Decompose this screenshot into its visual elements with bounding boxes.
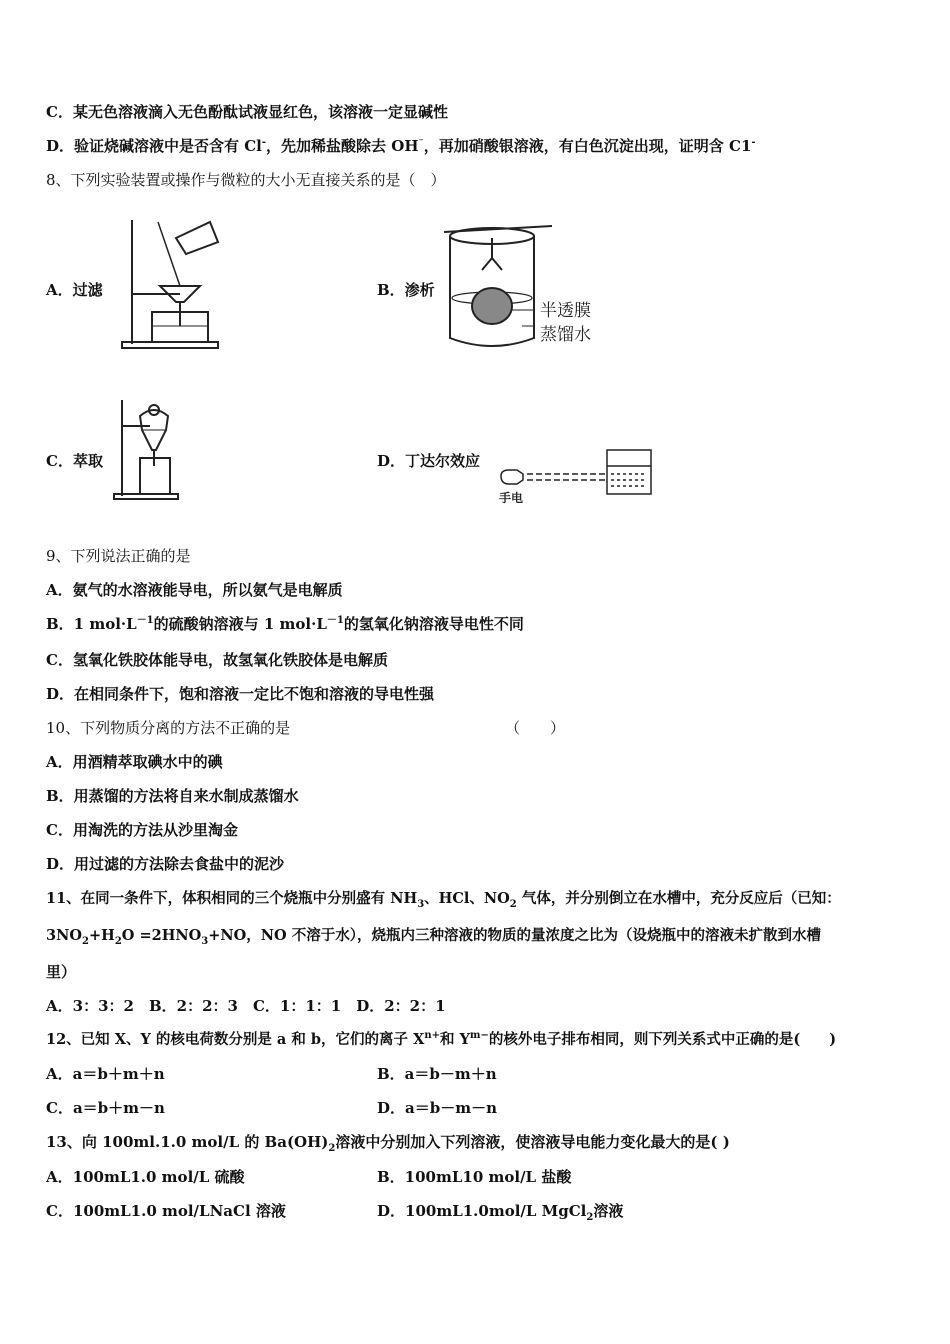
q7-option-d: D．验证烧碱溶液中是否含有 Cl-，先加稀盐酸除去 OH⁻，再加硝酸银溶液，有白色沉淀出现，证明含 C1- xyxy=(46,137,756,155)
q8-option-a: A．过滤 xyxy=(46,281,103,299)
tyndall-figure xyxy=(495,446,660,506)
q12-option-a: A．a＝b＋m＋n xyxy=(46,1065,165,1083)
q13-option-b: B．100mL10 mol/L 盐酸 xyxy=(377,1168,572,1186)
q10-stem: 10、下列物质分离的方法不正确的是 xyxy=(46,719,291,737)
q8-option-b: B．渗析 xyxy=(377,281,435,299)
q12-option-b: B．a＝b－m＋n xyxy=(377,1065,497,1083)
filtration-figure xyxy=(118,214,228,354)
q10-option-a: A．用酒精萃取碘水中的碘 xyxy=(46,753,223,771)
q10-option-b: B．用蒸馏的方法将自来水制成蒸馏水 xyxy=(46,787,299,805)
q10-option-d: D．用过滤的方法除去食盐中的泥沙 xyxy=(46,855,285,873)
q10-answer-blank: （ ） xyxy=(505,719,566,737)
q10-option-c: C．用淘洗的方法从沙里淘金 xyxy=(46,821,238,839)
q12-option-d: D．a＝b－m－n xyxy=(377,1099,497,1117)
q9-option-c: C．氢氧化铁胶体能导电，故氢氧化铁胶体是电解质 xyxy=(46,651,388,669)
extraction-figure xyxy=(110,396,190,506)
q8-option-d: D．丁达尔效应 xyxy=(377,452,481,470)
flashlight-label: 手电 xyxy=(499,491,524,505)
membrane-label: 半透膜 xyxy=(540,301,591,320)
q12-option-c: C．a＝b＋m－n xyxy=(46,1099,165,1117)
q13-option-a: A．100mL1.0 mol/L 硫酸 xyxy=(46,1168,245,1186)
q9-option-a: A．氨气的水溶液能导电，所以氨气是电解质 xyxy=(46,581,343,599)
q13-option-d: D．100mL1.0mol/L MgCl$_2$溶液 xyxy=(377,1202,624,1223)
distilled-water-label: 蒸馏水 xyxy=(540,325,591,344)
q9-option-d: D．在相同条件下，饱和溶液一定比不饱和溶液的导电性强 xyxy=(46,685,435,703)
q13-option-c: C．100mL1.0 mol/LNaCl 溶液 xyxy=(46,1202,286,1220)
q8-stem: 8、下列实验装置或操作与微粒的大小无直接关系的是（ ） xyxy=(46,171,446,189)
q13-stem: 13、向 100ml.1.0 mol/L 的 $Ba(OH)_2$溶液中分别加入下列溶液，使溶液导电能力变化最大的是( ) xyxy=(46,1133,730,1154)
q12-stem: 12、已知 X、Y 的核电荷数分别是 a 和 b，它们的离子 $X^{n+}$和 $Y^{m-}$的核外电子排布相同，则下列关系式中正确的是( ) xyxy=(46,1030,837,1048)
q8-option-c: C．萃取 xyxy=(46,452,103,470)
q9-option-b: B．1 $mol\cdot L^{-1}$的硫酸钠溶液与 1 $mol\cdot L^{-1}$的氢氧化钠溶液导电性不同 xyxy=(46,615,524,633)
q11-options: A．3：3：2 B．2：2：3 C．1：1：1 D．2：2：1 xyxy=(46,997,446,1015)
q11-stem-line3: 里） xyxy=(46,963,77,981)
q11-stem-line2: $3NO_2+H_2O =2HNO_3+NO$，NO 不溶于水），烧瓶内三种溶液的物质的量浓度之比为（设烧瓶中的溶液未扩散到水槽 xyxy=(46,927,821,947)
dialysis-figure xyxy=(442,218,617,358)
q11-stem-line1: 11、在同一条件下，体积相同的三个烧瓶中分别盛有 $NH_3$、HCl、$NO_2$ 气体，并分别倒立在水槽中，充分反应后（已知： xyxy=(46,890,841,910)
q7-option-c: C．某无色溶液滴入无色酚酞试液显红色，该溶液一定显碱性 xyxy=(46,103,448,121)
q9-stem: 9、下列说法正确的是 xyxy=(46,547,191,565)
